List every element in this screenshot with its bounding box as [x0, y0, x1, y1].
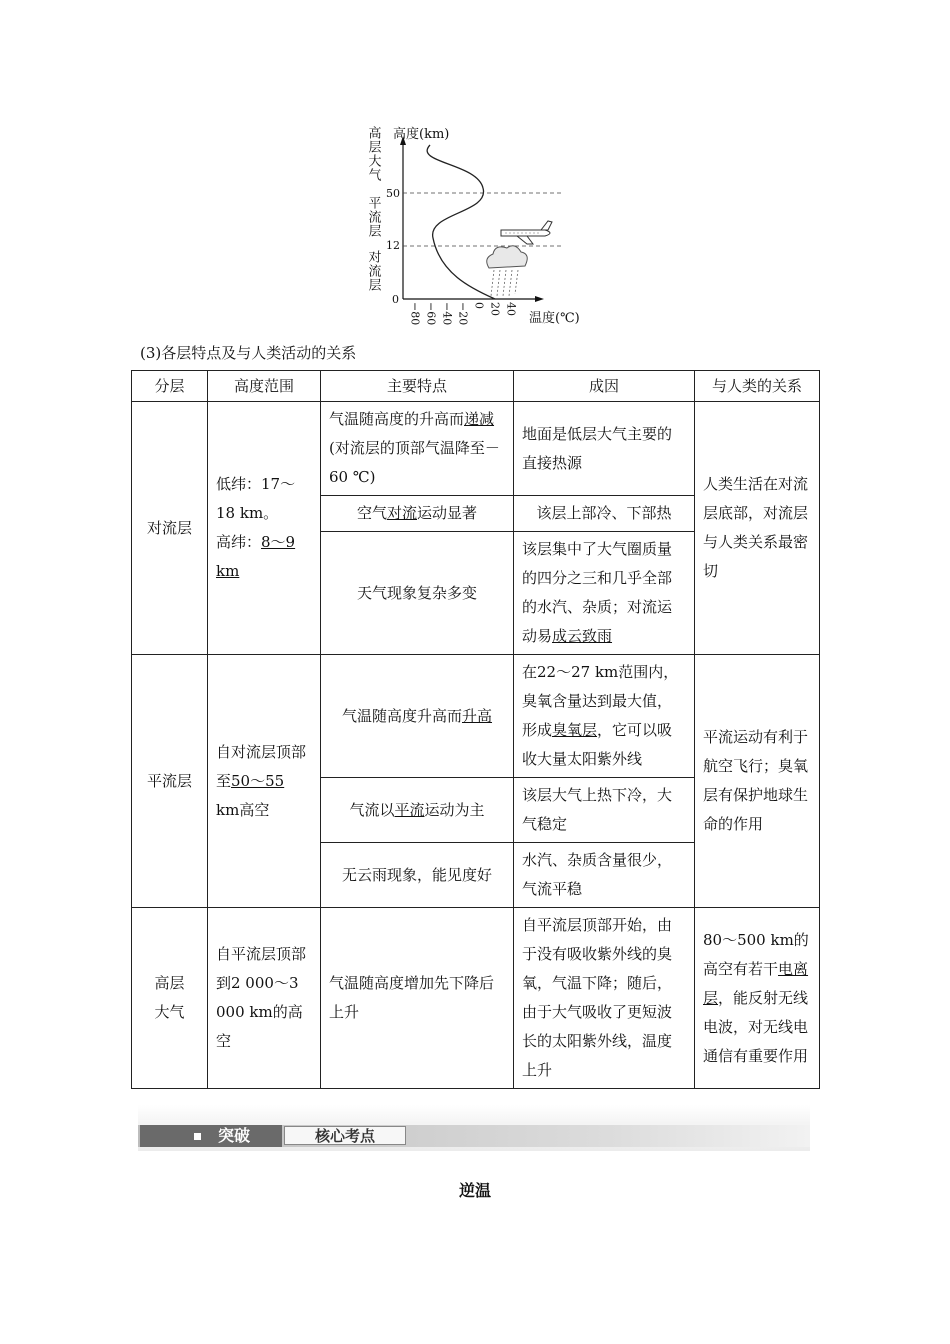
x-tick: −60	[424, 302, 438, 326]
range-cell: 自对流层顶部至50～55 km高空	[208, 655, 321, 908]
header-layer: 分层	[132, 371, 208, 402]
rain-cloud-icon	[487, 246, 528, 296]
cause-cell: 自平流层顶部开始，由于没有吸收紫外线的臭氧，气温下降；随后，由于大气吸收了更短波长的太阳紫外线，温度上升	[514, 908, 695, 1089]
header-range: 高度范围	[208, 371, 321, 402]
range-low-lat: 低纬：17～18 km。	[216, 475, 296, 522]
table-header-row	[132, 371, 820, 402]
label-high-atmosphere: 高层大气	[365, 126, 381, 182]
section-caption: (3)各层特点及与人类活动的关系	[140, 344, 357, 362]
table-row	[132, 655, 820, 778]
label-stratosphere: 平流层	[365, 196, 381, 238]
table-row	[132, 908, 820, 1089]
x-axis-label: 温度(℃)	[529, 311, 580, 326]
relation-cell: 平流运动有利于航空飞行；臭氧层有保护地球生命的作用	[695, 655, 820, 908]
feature-cell: 天气现象复杂多变	[321, 532, 514, 655]
range-high-lat-label: 高纬：	[216, 533, 262, 551]
relation-cell: 人类生活在对流层底部，对流层与人类关系最密切	[695, 402, 820, 655]
table-row	[132, 402, 820, 496]
temperature-curve	[427, 145, 495, 299]
relation-cell: 80～500 km的高空有若干电离层，能反射无线电波，对无线电通信有重要作用	[695, 908, 820, 1089]
layer-name: 高层大气	[132, 908, 208, 1089]
feature-cell: 气温随高度增加先下降后上升	[321, 908, 514, 1089]
cause-cell: 该层大气上热下冷，大气稳定	[514, 778, 695, 843]
x-tick: 40	[504, 302, 518, 316]
cause-cell: 水汽、杂质含量很少，气流平稳	[514, 843, 695, 908]
x-tick: 0	[472, 302, 486, 309]
feature-cell: 气温随高度升高而升高	[321, 655, 514, 778]
range-high-lat-value: 8～9 km	[216, 533, 296, 580]
airplane-icon	[501, 221, 552, 244]
y-tick-12: 12	[386, 239, 400, 252]
x-tick: 20	[488, 302, 502, 316]
header-features: 主要特点	[321, 371, 514, 402]
atmosphere-diagram	[355, 118, 595, 333]
range-cell: 自平流层顶部到2 000～3 000 km的高空	[208, 908, 321, 1089]
feature-cell: 气温随高度的升高而递减(对流层的顶部气温降至－60 ℃)	[321, 402, 514, 496]
section-banner	[138, 1105, 810, 1151]
banner-dark-label: 突破	[218, 1126, 251, 1145]
cause-cell: 在22～27 km范围内，臭氧含量达到最大值，形成臭氧层，它可以吸收大量太阳紫外线	[514, 655, 695, 778]
atmosphere-layers-table	[131, 370, 820, 1089]
header-cause: 成因	[514, 371, 695, 402]
label-troposphere: 对流层	[365, 250, 381, 292]
feature-cell: 气流以平流运动为主	[321, 778, 514, 843]
x-axis-arrow	[535, 296, 544, 302]
x-tick: −20	[456, 302, 470, 326]
cause-cell: 该层集中了大气圈质量的四分之三和几乎全部的水汽、杂质；对流运动易成云致雨	[514, 532, 695, 655]
feature-cell: 空气对流运动显著	[321, 496, 514, 532]
y-axis-label: 高度(km)	[393, 127, 450, 142]
layer-name: 平流层	[132, 655, 208, 908]
cause-cell: 地面是低层大气主要的直接热源	[514, 402, 695, 496]
x-tick: −80	[408, 302, 422, 326]
layer-name: 对流层	[132, 402, 208, 655]
range-cell	[208, 402, 321, 655]
x-tick: −40	[440, 302, 454, 326]
banner-light-label: 核心考点	[284, 1126, 406, 1145]
square-bullet-icon	[194, 1133, 201, 1140]
y-tick-50: 50	[386, 187, 400, 200]
banner-dark-block	[140, 1125, 282, 1147]
header-relation: 与人类的关系	[695, 371, 820, 402]
subheading: 逆温	[458, 1181, 491, 1200]
feature-cell: 无云雨现象，能见度好	[321, 843, 514, 908]
cause-cell: 该层上部冷、下部热	[514, 496, 695, 532]
y-tick-0: 0	[392, 293, 399, 306]
